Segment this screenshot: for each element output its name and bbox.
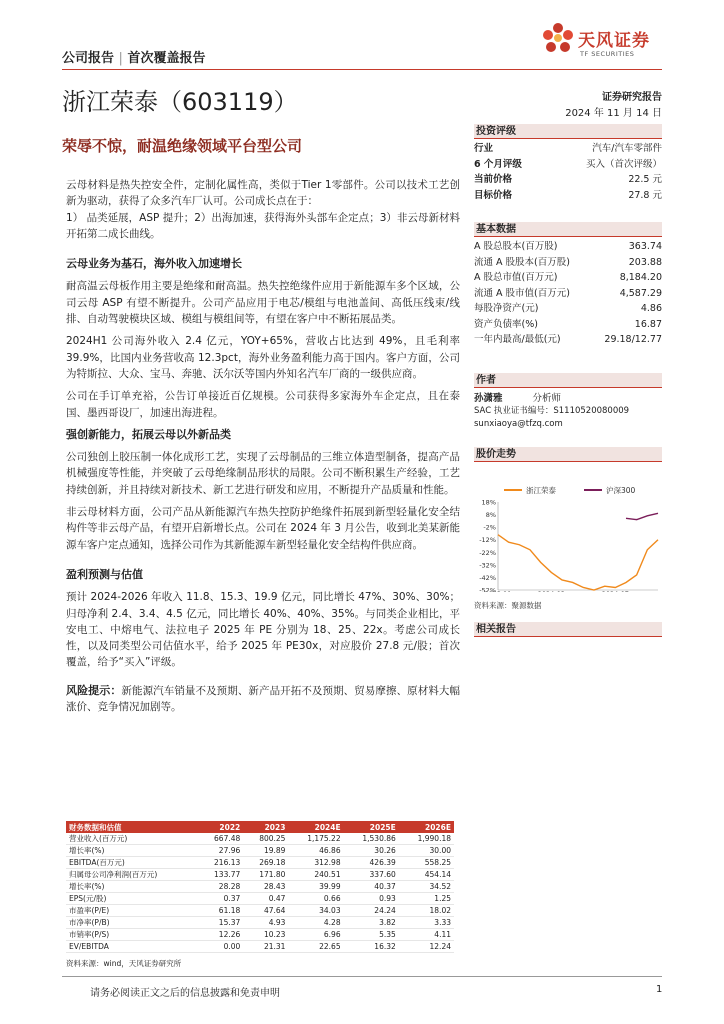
table-row-label: 市销率(P/S) <box>66 929 198 941</box>
x-tick-label <box>484 590 511 592</box>
table-cell: 27.96 <box>198 845 243 857</box>
table-cell: 34.03 <box>288 905 343 917</box>
table-cell: 558.25 <box>399 857 454 869</box>
table-row-label: 增长率(%) <box>66 845 198 857</box>
table-header-year: 2026E <box>399 821 454 833</box>
author-email[interactable]: sunxiaoya@tfzq.com <box>474 419 563 429</box>
table-cell: 4.28 <box>288 917 343 929</box>
table-row <box>66 845 454 857</box>
table-cell: 216.13 <box>198 857 243 869</box>
page-number: 1 <box>656 984 663 995</box>
legend-label: 沪深300 <box>606 486 636 495</box>
table-cell: 40.37 <box>344 881 399 893</box>
table-row <box>66 917 454 929</box>
table-cell: 30.00 <box>399 845 454 857</box>
basic-row: 流通 A 股股本(百万股) 203.88 <box>474 256 662 268</box>
paragraph: 公司在手订单充裕，公告订单接近百亿规模。公司获得多家海外车企定点，且在泰国、墨西哥设厂，加速出海进程。 <box>66 390 460 419</box>
table-cell: 28.43 <box>243 881 288 893</box>
report-title: 荣辱不惊，耐温绝缘领域平台型公司 <box>62 137 303 155</box>
table-cell: 15.37 <box>198 917 243 929</box>
table-cell: 12.26 <box>198 929 243 941</box>
table-cell: 21.31 <box>243 941 288 953</box>
table-cell: 47.64 <box>243 905 288 917</box>
related-title: 相关报告 <box>474 622 662 637</box>
rating-row: 目标价格 27.8 元 <box>474 189 662 201</box>
table-cell: 0.37 <box>198 893 243 905</box>
y-tick-label: -22% <box>479 548 496 557</box>
table-row <box>66 941 454 953</box>
report-label: 公司报告 <box>62 51 115 66</box>
author-role: 分析师 <box>532 393 562 404</box>
risk-paragraph: 风险提示：新能源汽车销量不及预期、新产品开拓不及预期、贸易摩擦、原材料大幅涨价、竞争情况加剧等。 <box>66 683 461 714</box>
basic-row: A 股总股本(百万股) 363.74 <box>474 241 662 252</box>
rating-row: 当前价格 22.5 元 <box>474 174 662 185</box>
financial-table <box>66 821 454 953</box>
report-category <box>62 47 205 66</box>
basic-row: 一年内最高/最低(元) 29.18/12.77 <box>474 334 662 345</box>
table-source: 资料来源：wind，天风证券研究所 <box>66 959 182 968</box>
basic-row: 每股净资产(元) 4.86 <box>474 303 662 314</box>
author-panel <box>474 373 662 431</box>
x-tick-label <box>602 590 629 592</box>
table-cell: 312.98 <box>288 857 343 869</box>
table-cell: 10.23 <box>243 929 288 941</box>
paragraph: 公司独创上胶压制一体化成形工艺，实现了云母制品的三维立体造型制备，提高产品机械强度等性能，并突破了云母绝缘制品形状的局限。公司不断积累生产经验，工艺持续创新，并且持续对新技术、新工艺进行研发和应用，不断提升产品质量和性能。 <box>66 451 460 496</box>
table-cell: 0.93 <box>344 893 399 905</box>
basic-data-panel <box>474 222 662 348</box>
table-row-label: EPS(元/股) <box>66 893 198 905</box>
author-line <box>474 392 662 405</box>
basic-row: A 股总市值(百万元) 8,184.20 <box>474 272 662 283</box>
trend-title: 股价走势 <box>474 447 662 462</box>
x-tick-label <box>538 590 565 592</box>
footer-disclaimer: 请务必阅读正文之后的信息披露和免责申明 <box>90 988 280 999</box>
table-row <box>66 881 454 893</box>
table-cell: 454.14 <box>399 869 454 881</box>
section-title-forecast: 盈利预测与估值 <box>66 567 143 581</box>
table-cell: 133.77 <box>198 869 243 881</box>
table-cell: 18.02 <box>399 905 454 917</box>
table-cell: 426.39 <box>344 857 399 869</box>
rating-panel <box>474 124 662 203</box>
table-row <box>66 893 454 905</box>
intro-paragraph: 云母材料是热失控安全件，定制化属性高，类似于Tier 1零部件。公司以技术工艺创新为驱动，获得了众多汽车厂认可。公司成长点在于： 1） 品类延展，ASP 提升；2）出海加速，获得海外头部车企定点；3）非云母新材料开拓第二成长曲线。 <box>66 179 460 240</box>
table-cell: 6.96 <box>288 929 343 941</box>
header-rule <box>62 69 662 70</box>
report-sub-label: 首次覆盖报告 <box>127 51 206 66</box>
rating-title: 投资评级 <box>474 124 662 139</box>
paragraph: 非云母材料方面，公司产品从新能源汽车热失控防护绝缘件拓展到新型轻量化安全结构件等非云母产品，有望开启新增长点。公司在 2024 年 3 月公告，收到北美某新能源车客户定点通知，选择公司作为其新能源车新型轻量化安全结构件供应商。 <box>66 506 460 551</box>
report-type: 证券研究报告 <box>602 92 662 103</box>
paragraph: 耐高温云母板作用主要是绝缘和耐高温。热失控绝缘件应用于新能源车多个区域，公司云母 ASP 有望不断提升。公司产品应用于电芯/模组与电池盖间、高低压线束/线排、自动驾驶模块区域、模组与模组间等，有望在客户中不断拓展品类。 <box>66 280 460 326</box>
table-header-year: 2025E <box>344 821 399 833</box>
y-tick-label: 18% <box>481 498 496 507</box>
table-cell: 30.26 <box>344 845 399 857</box>
report-date: 2024 年 11 月 14 日 <box>565 108 662 119</box>
table-cell: 19.89 <box>243 845 288 857</box>
y-tick-label: -2% <box>483 523 496 532</box>
section-title-mica: 云母业务为基石，海外收入加速增长 <box>66 257 242 271</box>
table-header-year: 2022 <box>198 821 243 833</box>
table-row-label: 增长率(%) <box>66 881 198 893</box>
table-cell: 46.86 <box>288 845 343 857</box>
table-cell: 171.80 <box>243 869 288 881</box>
table-cell: 0.47 <box>243 893 288 905</box>
paragraph: 预计 2024-2026 年收入 11.8、15.3、19.9 亿元，同比增长 47%、30%、30%；归母净利 2.4、3.4、4.5 亿元，同比增长 40%、40%、35%。与同类企业相比，平安电工、中熔电气、法拉电子 2025 年 PE 分别为 18、25、22x。考虑公司成长性，以及同类型公司估值水平，给予 2025 年 PE30x，对应股价 27.8 元/股；首次覆盖，给予“买入”评级。 <box>66 591 460 669</box>
table-cell: 34.52 <box>399 881 454 893</box>
logo-subtext: TF SECURITIES <box>580 50 635 58</box>
y-tick-label: -32% <box>479 561 496 570</box>
legend-label: 浙江荣泰 <box>526 486 556 495</box>
table-row-label: EBITDA(百万元) <box>66 857 198 869</box>
main-text-column <box>66 177 460 721</box>
table-cell: 12.24 <box>399 941 454 953</box>
rating-row: 6 个月评级 买入（首次评级） <box>474 158 662 170</box>
y-tick-label: 8% <box>485 511 496 520</box>
table-header-label: 财务数据和估值 <box>66 821 198 833</box>
table-row-label: EV/EBITDA <box>66 941 198 953</box>
logo-text: 天风证券 <box>578 31 650 51</box>
table-cell: 3.82 <box>344 917 399 929</box>
table-row-label: 营业收入(百万元) <box>66 833 198 845</box>
rating-row: 行业 汽车/汽车零部件 <box>474 143 662 154</box>
table-cell: 16.32 <box>344 941 399 953</box>
footer-rule <box>62 976 662 977</box>
author-sac: SAC 执业证书编号：S1110520080009 <box>474 406 630 416</box>
table-header-row <box>66 821 454 833</box>
table-cell: 0.00 <box>198 941 243 953</box>
table-cell: 24.24 <box>344 905 399 917</box>
author-name: 孙潇雅 <box>474 393 503 404</box>
series-line <box>498 535 658 590</box>
table-cell: 1.25 <box>399 893 454 905</box>
brand-logo <box>540 20 670 66</box>
table-cell: 22.65 <box>288 941 343 953</box>
author-title: 作者 <box>474 373 662 388</box>
table-cell: 240.51 <box>288 869 343 881</box>
table-row <box>66 833 454 845</box>
table-row <box>66 905 454 917</box>
price-trend-chart <box>474 462 662 592</box>
separator: | <box>118 51 123 66</box>
related-panel <box>474 622 662 637</box>
table-cell: 1,175.22 <box>288 833 343 845</box>
chart-source: 资料来源：聚源数据 <box>474 601 542 610</box>
table-cell: 4.11 <box>399 929 454 941</box>
table-row <box>66 857 454 869</box>
company-name: 浙江荣泰（603119） <box>62 88 298 116</box>
table-cell: 0.66 <box>288 893 343 905</box>
table-row <box>66 869 454 881</box>
table-header-year: 2024E <box>288 821 343 833</box>
flower-logo-icon <box>540 20 576 60</box>
y-tick-label: -52% <box>479 586 496 592</box>
table-cell: 28.28 <box>198 881 243 893</box>
table-cell: 337.60 <box>344 869 399 881</box>
table-cell: 3.33 <box>399 917 454 929</box>
table-row-label: 市盈率(P/E) <box>66 905 198 917</box>
table-cell: 269.18 <box>243 857 288 869</box>
table-cell: 667.48 <box>198 833 243 845</box>
paragraph: 2024H1 公司海外收入 2.4 亿元，YOY+65%，营收占比达到 49%，且毛利率 39.9%，比国内业务营收高 12.3pct，海外业务盈利能力高于国内。客户方面，公司为特斯拉、大众、宝马、奔驰、沃尔沃等国内外知名汽车厂商的一级供应商。 <box>66 335 460 380</box>
basic-row: 流通 A 股市值(百万元) 4,587.29 <box>474 287 662 299</box>
table-cell: 4.93 <box>243 917 288 929</box>
basic-row: 资产负债率(%) 16.87 <box>474 318 662 330</box>
table-row-label: 市净率(P/B) <box>66 917 198 929</box>
y-tick-label: -12% <box>479 536 496 545</box>
basic-data-title: 基本数据 <box>474 222 662 237</box>
table-row-label: 归属母公司净利润(百万元) <box>66 869 198 881</box>
table-header-year: 2023 <box>243 821 288 833</box>
table-cell: 800.25 <box>243 833 288 845</box>
table-cell: 5.35 <box>344 929 399 941</box>
section-title-innovation: 强创新能力，拓展云母以外新品类 <box>66 427 231 441</box>
table-cell: 1,990.18 <box>399 833 454 845</box>
table-cell: 1,530.86 <box>344 833 399 845</box>
table-cell: 39.99 <box>288 881 343 893</box>
series-line <box>626 513 658 519</box>
table-cell: 61.18 <box>198 905 243 917</box>
y-tick-label: -42% <box>479 573 496 582</box>
trend-panel <box>474 447 662 611</box>
table-row <box>66 929 454 941</box>
